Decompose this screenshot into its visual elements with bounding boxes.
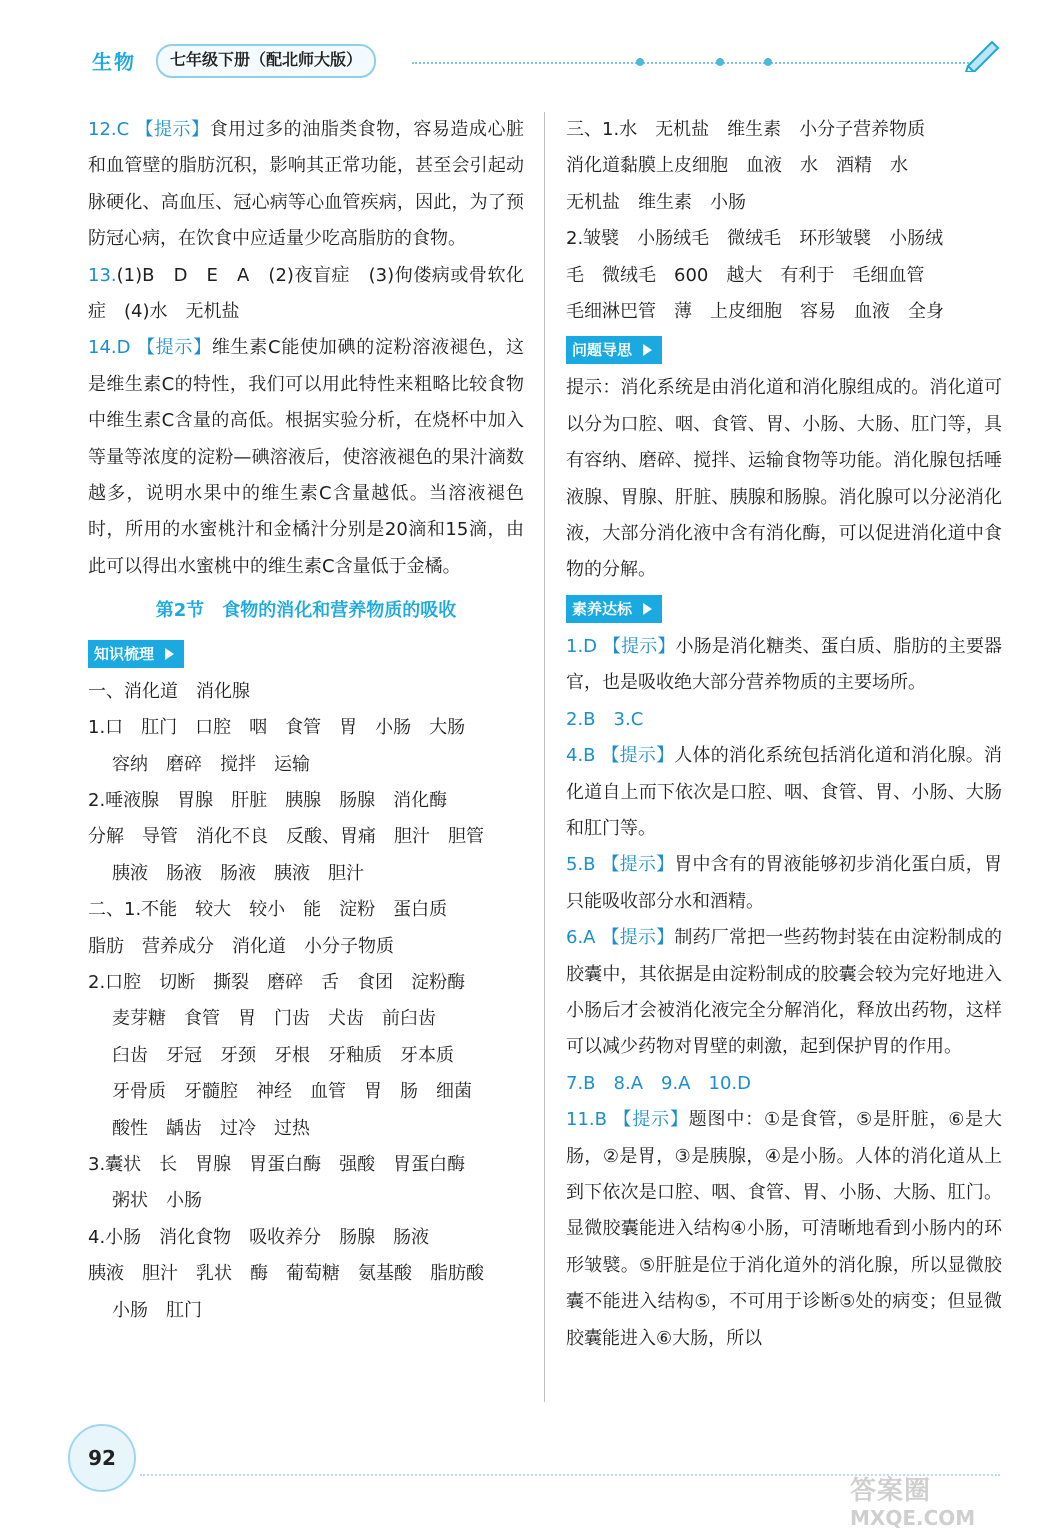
answer-number: 5.B xyxy=(566,854,596,876)
answer-number: 6.A xyxy=(566,927,596,949)
knowledge-line: 脂肪 营养成分 消化道 小分子物质 xyxy=(88,935,394,957)
answer-text: 维生素C能使加碘的淀粉溶液褪色，这是维生素C的特性，我们可以用此特性来粗略比较食物中维生素C含量的高低。根据实验分析，在烧杯中加入等量等浓度的淀粉—碘溶液后，使溶液褪色的果汁滴数越多，说明水果中的维生素C含量越低。当溶液褪色时，所用的水蜜桃汁和金橘汁分别是20滴和15滴，由此可以得出水蜜桃中的维生素C含量低于金橘。 xyxy=(88,337,524,577)
watermark-url: MXQE.COM xyxy=(850,1506,976,1530)
knowledge-line: 分解 导管 消化不良 反酸、胃痛 胆汁 胆管 xyxy=(88,826,484,848)
section-tag-knowledge: 知识梳理 xyxy=(88,640,184,668)
knowledge-line: 牙骨质 牙髓腔 神经 血管 胃 肠 细菌 xyxy=(112,1081,472,1103)
knowledge-line: 2.皱襞 小肠绒毛 微绒毛 环形皱襞 小肠绒 xyxy=(566,228,944,250)
knowledge-line: 粥状 小肠 xyxy=(112,1190,202,1212)
answer-5 xyxy=(566,847,1002,920)
answer-text: 小肠是消化糖类、蛋白质、脂肪的主要器官，也是吸收绝大部分营养物质的主要场所。 xyxy=(566,635,1003,694)
answer-text: (1)B D E A (2)夜盲症 (3)佝偻病或骨软化症 (4)水 无机盐 xyxy=(88,264,524,323)
knowledge-line: 1.口 肛门 口腔 咽 食管 胃 小肠 大肠 xyxy=(88,717,466,739)
answer-1 xyxy=(566,629,1002,702)
column-divider xyxy=(544,112,545,1402)
hint-label: 【提示】 xyxy=(601,854,675,876)
hint-label: 【提示】 xyxy=(601,927,675,949)
knowledge-line: 胰液 胆汁 乳状 酶 葡萄糖 氨基酸 脂肪酸 xyxy=(88,1263,484,1285)
hint-label: 【提示】 xyxy=(602,635,676,657)
left-column xyxy=(88,112,524,1329)
header-dot xyxy=(716,58,724,66)
answer-11 xyxy=(566,1102,1002,1357)
knowledge-line: 2.口腔 切断 撕裂 磨碎 舌 食团 淀粉酶 xyxy=(88,971,466,993)
section-title: 第2节 食物的消化和营养物质的吸收 xyxy=(155,600,457,622)
answer-number: 4.B xyxy=(566,745,596,767)
knowledge-line: 无机盐 维生素 小肠 xyxy=(566,191,746,213)
answer-6 xyxy=(566,920,1002,1066)
book-title-badge: 七年级下册（配北师大版） xyxy=(156,44,376,78)
pen-icon xyxy=(962,38,1002,72)
answer-13 xyxy=(88,258,524,331)
knowledge-line: 小肠 肛门 xyxy=(112,1299,202,1321)
section-tag-practice: 素养达标 xyxy=(566,595,662,623)
answer-text: 食用过多的油脂类食物，容易造成心脏和血管壁的脂肪沉积，影响其正常功能，甚至会引起动脉硬化、高血压、冠心病等心血管疾病，因此，为了预防冠心病，在饮食中应适量少吃高脂肪的食物。 xyxy=(88,119,524,250)
answer-text: 题图中：①是食管，⑤是肝脏，⑥是大肠，②是胃，③是胰腺，④是小肠。人体的消化道从上到下依次是口腔、咽、食管、胃、小肠、大肠、肛门。显微胶囊能进入结构④小肠，可清晰地看到小肠内的环形皱襞。⑤肝脏是位于消化道外的消化腺，所以显微胶囊不能进入结构⑤，不可用于诊断⑤处的病变；但显微胶囊能进入⑥大肠，所以 xyxy=(566,1109,1002,1349)
knowledge-line: 臼齿 牙冠 牙颈 牙根 牙釉质 牙本质 xyxy=(112,1044,454,1066)
knowledge-line: 容纳 磨碎 搅拌 运输 xyxy=(112,753,310,775)
watermark-logo: 答案圈 xyxy=(850,1476,932,1506)
knowledge-line: 毛细淋巴管 薄 上皮细胞 容易 血液 全身 xyxy=(566,301,944,323)
answer-number: 14.D xyxy=(88,337,131,359)
knowledge-line: 二、1.不能 较大 较小 能 淀粉 蛋白质 xyxy=(88,899,448,921)
answer-2-3: 2.B 3.C xyxy=(566,708,644,730)
knowledge-line: 三、1.水 无机盐 维生素 小分子营养物质 xyxy=(566,119,926,140)
hint-label: 【提示】 xyxy=(136,337,212,359)
hint-label: 【提示】 xyxy=(601,745,675,767)
answer-14 xyxy=(88,330,524,585)
header-dot xyxy=(636,58,644,66)
answer-text: 胃中含有的胃液能够初步消化蛋白质，胃只能吸收部分水和酒精。 xyxy=(566,854,1003,912)
answer-number: 11.B xyxy=(566,1109,607,1131)
hint-label: 【提示】 xyxy=(613,1109,689,1131)
answer-number: 13. xyxy=(88,264,117,286)
knowledge-line: 毛 微绒毛 600 越大 有利于 毛细血管 xyxy=(566,264,925,286)
header-dot xyxy=(764,58,772,66)
knowledge-line: 消化道黏膜上皮细胞 血液 水 酒精 水 xyxy=(566,155,908,177)
page-header xyxy=(0,0,1058,90)
answer-12 xyxy=(88,112,524,258)
knowledge-line: 3.囊状 长 胃腺 胃蛋白酶 强酸 胃蛋白酶 xyxy=(88,1153,466,1175)
answer-4 xyxy=(566,738,1002,847)
knowledge-line: 4.小肠 消化食物 吸收养分 肠腺 肠液 xyxy=(88,1226,430,1248)
answer-text: 制药厂常把一些药物封装在由淀粉制成的胶囊中，其依据是由淀粉制成的胶囊会较为完好地进入小肠后才会被消化液完全分解消化，释放出药物，这样可以减少药物对胃壁的刺激，起到保护胃的作用。 xyxy=(566,927,1003,1058)
knowledge-line: 麦芽糖 食管 胃 门齿 犬齿 前臼齿 xyxy=(112,1008,436,1030)
page-number: 92 xyxy=(68,1424,136,1492)
section-tag-guide: 问题导思 xyxy=(566,336,662,364)
answer-number: 1.D xyxy=(566,635,598,657)
hint-label: 【提示】 xyxy=(135,119,210,140)
answer-number: 12.C xyxy=(88,119,130,140)
guide-text: 提示：消化系统是由消化道和消化腺组成的。消化道可以分为口腔、咽、食管、胃、小肠、大肠、肛门等，具有容纳、磨碎、搅拌、运输食物等功能。消化腺包括唾液腺、胃腺、肝脏、胰腺和肠腺。消化腺可以分泌消化液，大部分消化液中含有消化酶，可以促进消化道中食物的分解。 xyxy=(566,377,1002,581)
answer-7-10: 7.B 8.A 9.A 10.D xyxy=(566,1072,751,1094)
knowledge-line: 一、消化道 消化腺 xyxy=(88,680,250,702)
knowledge-line: 2.唾液腺 胃腺 肝脏 胰腺 肠腺 消化酶 xyxy=(88,789,448,811)
answer-text: 人体的消化系统包括消化道和消化腺。消化道自上而下依次是口腔、咽、食管、胃、小肠、大肠和肛门等。 xyxy=(566,745,1003,839)
subject-label: 生物 xyxy=(92,50,136,74)
right-column xyxy=(566,112,1002,1357)
knowledge-line: 酸性 龋齿 过冷 过热 xyxy=(112,1117,310,1139)
header-dotted-line xyxy=(412,62,972,64)
knowledge-line: 胰液 肠液 肠液 胰液 胆汁 xyxy=(112,862,364,884)
